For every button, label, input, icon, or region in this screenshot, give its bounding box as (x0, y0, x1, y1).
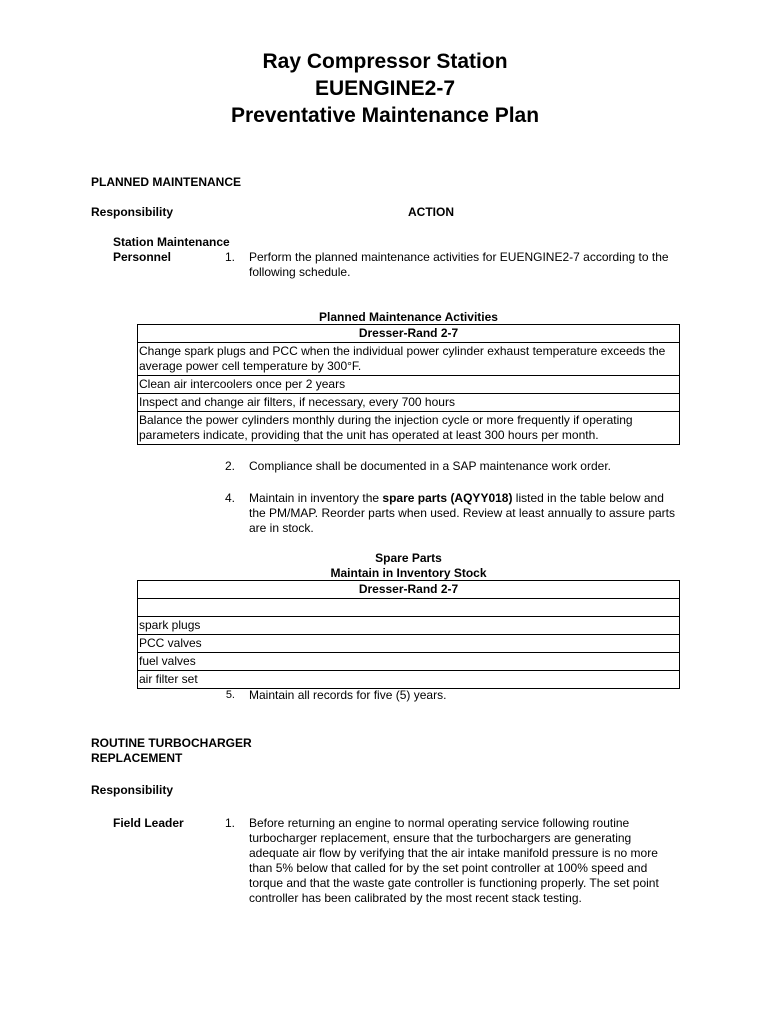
item-number: 2. (224, 459, 235, 473)
item-number: 4. (224, 491, 235, 505)
spare-table-header: Dresser-Rand 2-7 (138, 581, 680, 599)
table-row: fuel valves (138, 653, 680, 671)
item-number: 1. (224, 816, 235, 830)
item-number: 1. (224, 250, 235, 264)
item-4-pre: Maintain in inventory the (249, 491, 383, 505)
spare-parts-table (137, 580, 680, 689)
table-row: air filter set (138, 671, 680, 689)
table-row-empty (138, 599, 680, 617)
spare-parts-caption: Spare Parts (375, 551, 442, 565)
responsibility-label: Responsibility (91, 205, 174, 219)
planned-item-2-text: Compliance shall be documented in a SAP maintenance work order. (249, 459, 611, 473)
title-engine: EUENGINE2-7 (314, 77, 456, 100)
role-station-maintenance: Station Maintenance (113, 235, 230, 249)
planned-table-header: Dresser-Rand 2-7 (138, 325, 680, 343)
planned-item-5-text: Maintain all records for five (5) years. (249, 688, 447, 702)
turbo-responsibility-label: Responsibility (91, 783, 174, 797)
action-label: ACTION (408, 205, 454, 219)
planned-activities-table (137, 324, 680, 445)
item-number: 5. (225, 689, 235, 701)
planned-maintenance-heading: PLANNED MAINTENANCE (91, 175, 241, 189)
role-field-leader: Field Leader (113, 816, 184, 830)
planned-item-1-text: Perform the planned maintenance activities for EUENGINE2-7 according to the following schedule. (249, 250, 669, 279)
table-row: Balance the power cylinders monthly during the injection cycle or more frequently if operating parameters indicate, providing that the unit has operated at least 300 hours per month. (138, 412, 680, 445)
spare-parts-reference: spare parts (AQYY018) (382, 491, 513, 505)
title-station: Ray Compressor Station (262, 50, 508, 73)
table-row: Change spark plugs and PCC when the individual power cylinder exhaust temperature exceeds the average power cell temperature by 300°F. (138, 343, 680, 376)
turbo-heading-line1: ROUTINE TURBOCHARGER (91, 736, 252, 750)
inventory-stock-caption: Maintain in Inventory Stock (330, 566, 487, 580)
turbo-heading-line2: REPLACEMENT (91, 751, 183, 765)
role-personnel: Personnel (113, 250, 172, 264)
table-row: Clean air intercoolers once per 2 years (138, 376, 680, 394)
planned-activities-caption: Planned Maintenance Activities (319, 310, 498, 324)
title-plan: Preventative Maintenance Plan (230, 104, 540, 127)
turbo-item-1-text: Before returning an engine to normal operating service following routine turbocharger replacement, ensure that the turbochargers are generating adequate air flow by verifying that the air intake manifold pressure is no more than 5% below that called for by the set point controller at 100% speed and torque and that the waste gate controller is functioning properly. The set point controller has been calibrated by the most recent stack testing. (249, 816, 659, 905)
table-row: PCC valves (138, 635, 680, 653)
document-title (0, 48, 770, 129)
planned-item-4-text (249, 491, 679, 536)
table-row: spark plugs (138, 617, 680, 635)
table-row: Inspect and change air filters, if necessary, every 700 hours (138, 394, 680, 412)
item-4-post: listed in the table below and the PM/MAP. Reorder parts when used. Review at least annually to assure parts are in stock. (249, 491, 675, 535)
